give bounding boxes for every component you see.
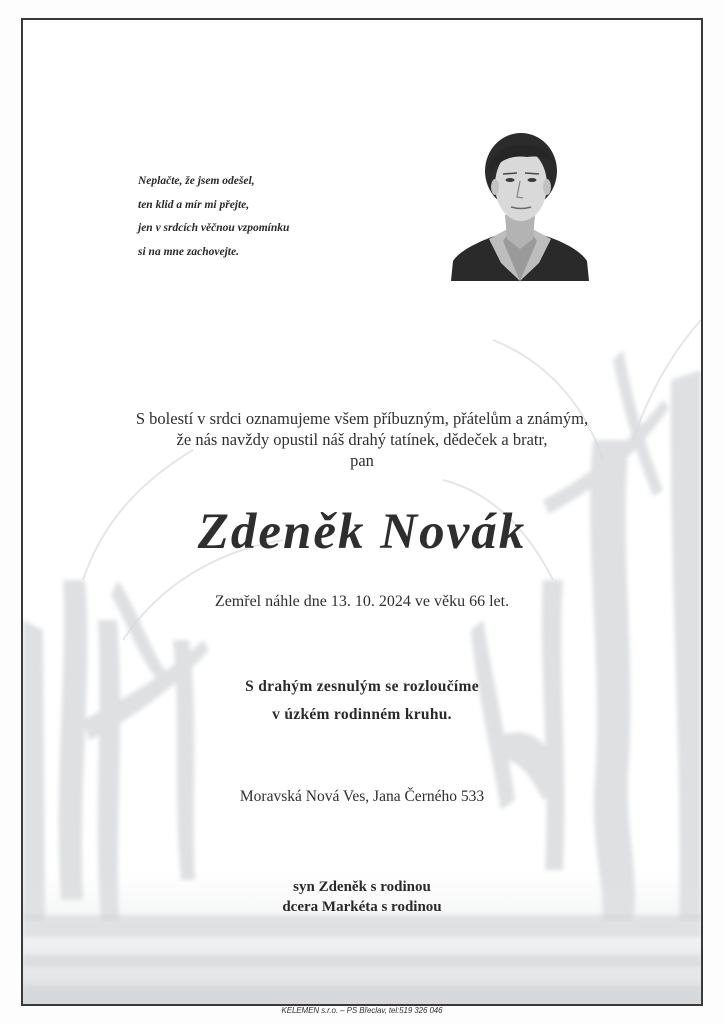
- announcement-line: že nás navždy opustil náš drahý tatínek, dědeček a bratr,: [176, 430, 548, 449]
- mourner-line: dcera Markéta s rodinou: [282, 899, 442, 915]
- memorial-poem: [138, 170, 289, 264]
- farewell-text: [23, 673, 701, 729]
- portrait-photo: [451, 123, 589, 281]
- farewell-line: S drahým zesnulým se rozloučíme: [245, 678, 479, 695]
- announcement-line: S bolestí v srdci oznamujeme všem příbuzným, přátelům a známým,: [135, 409, 589, 428]
- death-statement: Zemřel náhle dne 13. 10. 2024 ve věku 66 let.: [214, 593, 510, 610]
- poem-line: si na mne zachovejte.: [138, 245, 239, 258]
- mourners-list: [23, 877, 701, 917]
- announcement-text: [23, 408, 701, 471]
- poem-line: Neplačte, že jsem odešel,: [138, 175, 255, 187]
- poem-line: jen v srdcích věčnou vzpomínku: [138, 222, 290, 234]
- deceased-name: Zdeněk Novák: [197, 504, 527, 560]
- publisher-footer: KELEMEN s.r.o. – PS Břeclav, tel:519 326 046: [281, 1006, 443, 1015]
- announcement-line: pan: [350, 451, 374, 470]
- family-address: Moravská Nová Ves, Jana Černého 533: [239, 788, 485, 805]
- page-frame-border: [21, 18, 703, 1006]
- poem-line: ten klid a mír mi přejte,: [138, 198, 250, 211]
- mourner-line: syn Zdeněk s rodinou: [293, 879, 431, 895]
- farewell-line: v úzkém rodinném kruhu.: [272, 706, 452, 723]
